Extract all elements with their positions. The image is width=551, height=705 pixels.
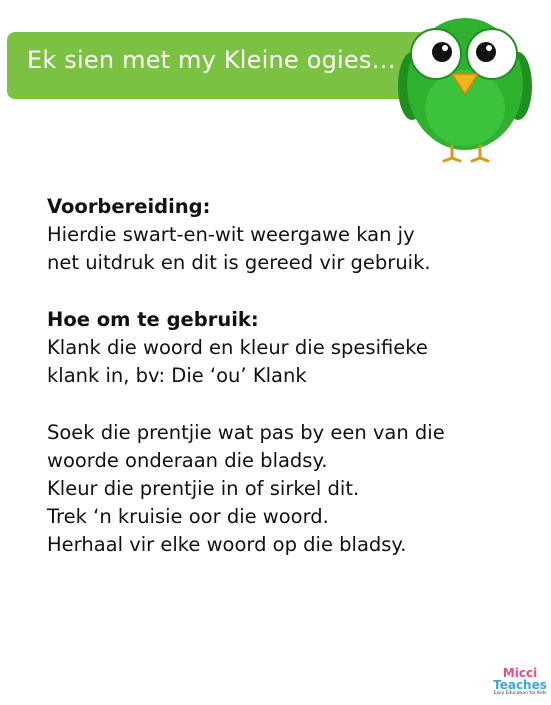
step-line: Herhaal vir elke woord op die bladsy. xyxy=(47,533,407,556)
step-line: Kleur die prentjie in of sirkel dit. xyxy=(47,477,360,500)
step-line: Trek ‘n kruisie oor die woord. xyxy=(47,505,329,528)
preparation-heading: Voorbereiding: xyxy=(47,195,211,218)
brand-tagline: Easy Education for Kids xyxy=(493,691,547,696)
owl-icon xyxy=(390,6,540,164)
step-line: Soek die prentjie wat pas by een van die xyxy=(47,421,445,444)
instructions xyxy=(47,193,527,559)
page-title: Ek sien met my Kleine ogies… xyxy=(27,46,396,74)
preparation-line: Hierdie swart-en-wit weergawe kan jy xyxy=(47,223,415,246)
title-banner xyxy=(7,32,427,99)
usage-heading: Hoe om te gebruik: xyxy=(47,308,259,331)
brand-logo-text: Micci Teaches xyxy=(493,666,547,692)
preparation-line: net uitdruk en dit is gereed vir gebruik. xyxy=(47,251,431,274)
usage-line: Klank die woord en kleur die spesifieke xyxy=(47,336,428,359)
brand-logo xyxy=(492,667,548,697)
step-line: woorde onderaan die bladsy. xyxy=(47,449,328,472)
usage-line: klank in, bv: Die ‘ou’ Klank xyxy=(47,364,307,387)
